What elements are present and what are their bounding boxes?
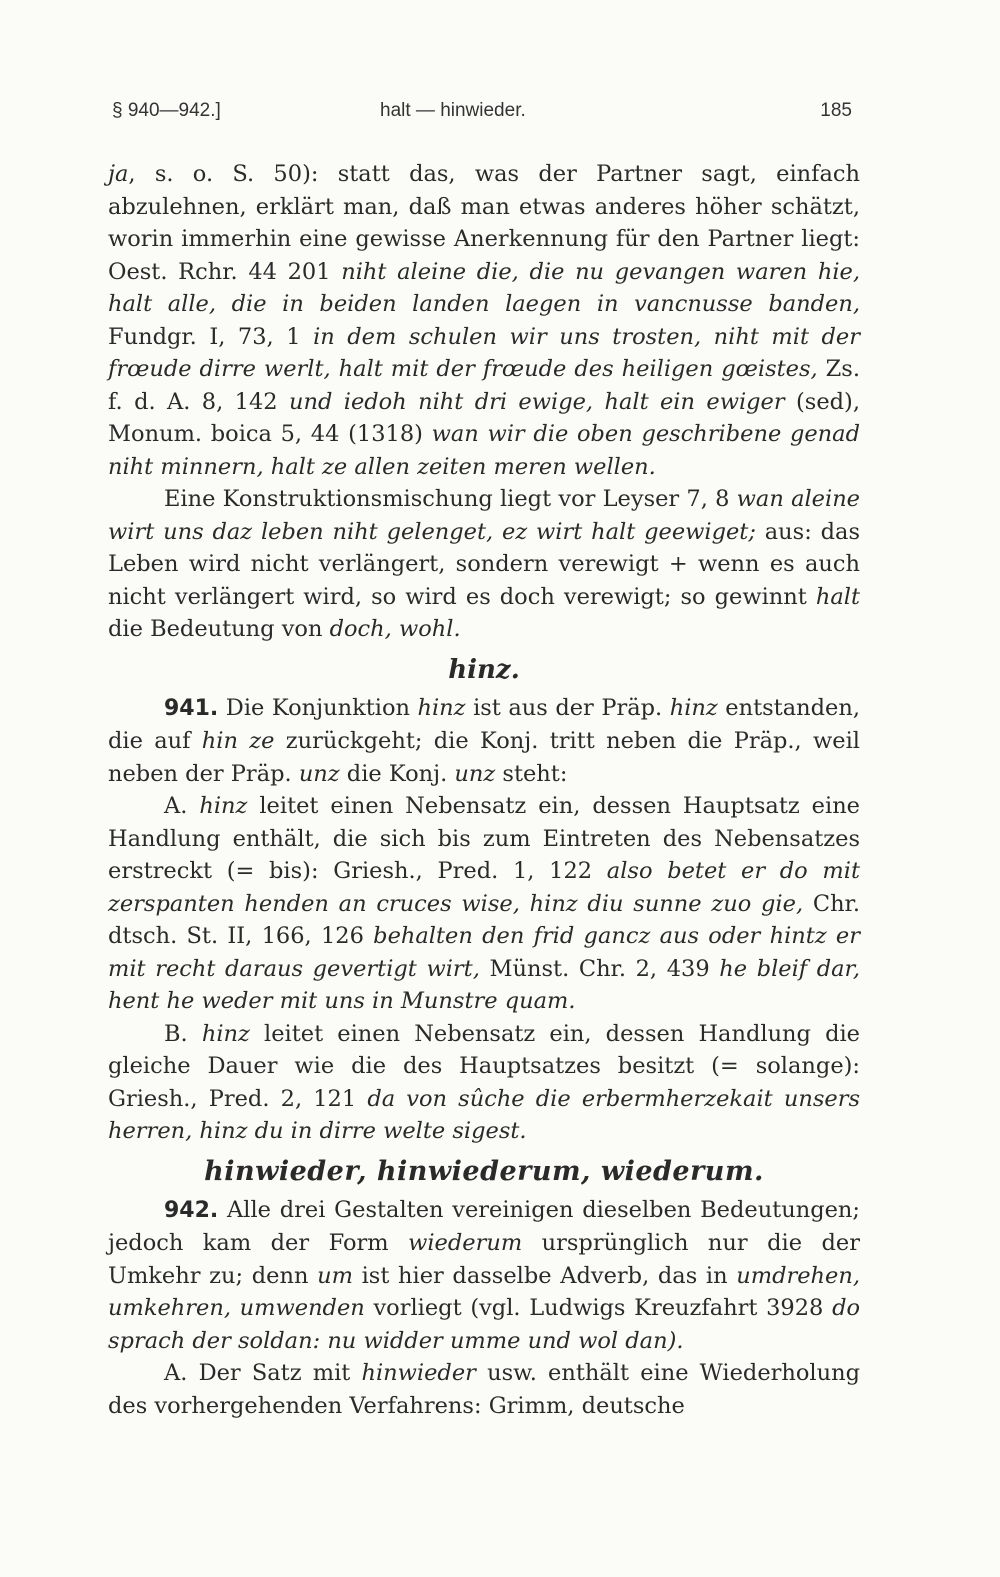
text-run: Münst. Chr. 2, 439 [479, 955, 720, 982]
paragraph [108, 790, 860, 1018]
running-header [112, 100, 852, 130]
section-number: 941. [164, 695, 219, 721]
text-run: B. [164, 1020, 202, 1047]
italic-quotation: und iedoh niht dri ewige, halt ein ewiger [288, 388, 785, 415]
text-run: A. Der Satz mit [164, 1360, 362, 1386]
italic-quotation: um [317, 1262, 353, 1289]
paragraph [108, 1357, 860, 1422]
italic-quotation: doch, wohl. [329, 616, 461, 642]
italic-quotation: in dem schulen wir uns trosten, niht mit der frœude dirre werlt, halt mit der frœude des heiligen gœistes, [108, 323, 860, 382]
italic-quotation: ja [108, 161, 129, 187]
text-run: vorliegt (vgl. Ludwigs Kreuzfahrt 3928 [364, 1295, 833, 1321]
section-heading: hinwieder, hinwiederum, wiederum. [204, 1155, 764, 1187]
text-run: Chr. dtsch. St. II, 166, 126 [108, 890, 860, 949]
italic-quotation: also betet er do mit zerspanten henden an cruces wise, hinz diu sunne zuo gie, [108, 858, 861, 917]
italic-quotation: hinz [669, 694, 718, 721]
text-run: Die Konjunktion [218, 694, 418, 721]
italic-quotation: da von sûche die erbermherzekait unsers herren, hinz du in dirre welte sigest. [108, 1085, 860, 1144]
paragraph [108, 692, 860, 791]
text-run: leitet einen Nebensatz ein, dessen Hauptsatz eine Handlung enthält, die sich bis zum Eintreten des Nebensatzes erstreckt (= bis): Griesh., Pred. 1, 122 [108, 793, 860, 884]
text-run: ist hier dasselbe Adverb, das in [352, 1262, 737, 1289]
text-run: usw. enthält eine Wiederholung des vorhergehenden Verfahrens: Grimm, deutsche [108, 1360, 861, 1419]
text-run: , s. o. S. 50): statt das, was der Partner sagt, einfach abzulehnen, erklärt man, daß man etwas anderes höher schätzt, worin immerhin eine gewisse Anerkennung für den Partner liegt: Oest. Rchr. 44 201 [108, 161, 860, 285]
paragraph [108, 483, 860, 646]
text-run: leitet einen Nebensatz ein, dessen Handlung die gleiche Dauer wie die des Hauptsatzes besitzt (= solange): Griesh., Pred. 2, 121 [108, 1020, 860, 1112]
page-body [108, 158, 860, 1422]
paragraph [108, 158, 860, 483]
text-run: Eine Konstruktionsmischung liegt vor Leyser 7, 8 [164, 486, 737, 512]
text-run: ursprünglich nur die der Umkehr zu; denn [108, 1230, 860, 1289]
text-run: Alle drei Gestalten vereinigen dieselben Bedeutungen; jedoch kam der Form [108, 1196, 860, 1256]
italic-quotation: hinz [199, 793, 248, 819]
italic-quotation: wiederum [408, 1230, 523, 1256]
text-run: aus: das Leben wird nicht verlängert, sondern verewigt + wenn es auch nicht verlängert wird, so wird es doch verewigt; so gewinnt [108, 518, 861, 610]
text-run: Zs. f. d. A. 8, 142 [108, 356, 860, 415]
text-run: steht: [495, 760, 568, 787]
text-run: die Bedeutung von [108, 616, 330, 642]
italic-quotation: halt [815, 583, 860, 610]
text-run: (sed), Monum. boica 5, 44 (1318) [108, 388, 860, 447]
italic-quotation: wan wir die oben geschribene genad niht minnern, halt ze allen zeiten meren wellen. [108, 421, 860, 480]
italic-quotation: hinz [201, 1020, 250, 1047]
header-title: halt — hinwieder. [380, 100, 526, 121]
italic-quotation: hinwieder [361, 1360, 476, 1386]
text-run: Fundgr. I, 73, 1 [108, 323, 314, 350]
italic-quotation: do sprach der soldan: nu widder umme und wol dan). [108, 1295, 861, 1354]
text-run: entstanden, die auf [108, 694, 860, 754]
section-heading: hinz. [448, 654, 520, 685]
paragraph [108, 1194, 860, 1358]
text-run: A. [164, 793, 200, 819]
header-section-range: § 940—942.] [112, 100, 221, 121]
italic-quotation: behalten den frid gancz aus oder hintz er mit recht daraus gevertigt wirt, [108, 923, 860, 982]
italic-quotation: umdrehen, umkehren, umwenden [108, 1262, 860, 1321]
text-run: die Konj. [339, 760, 455, 787]
text-run: ist aus der Präp. [465, 694, 670, 721]
paragraph [108, 1018, 860, 1148]
section-number: 942. [164, 1197, 219, 1223]
italic-quotation: he bleif dar, hent he weder mit uns in Munstre quam. [108, 955, 860, 1014]
italic-quotation: hinz [417, 694, 466, 721]
italic-quotation: unz [454, 760, 496, 787]
italic-quotation: niht aleine die, die nu gevangen waren hie, halt alle, die in beiden landen laegen in vancnusse banden, [108, 258, 860, 317]
text-run: zurückgeht; die Konj. tritt neben die Präp., weil neben der Präp. [108, 728, 860, 787]
italic-quotation: hin ze [201, 728, 275, 754]
page-number: 185 [820, 100, 852, 121]
italic-quotation: wan aleine wirt uns daz leben niht gelenget, ez wirt halt geewiget; [108, 486, 860, 545]
italic-quotation: unz [298, 760, 340, 787]
